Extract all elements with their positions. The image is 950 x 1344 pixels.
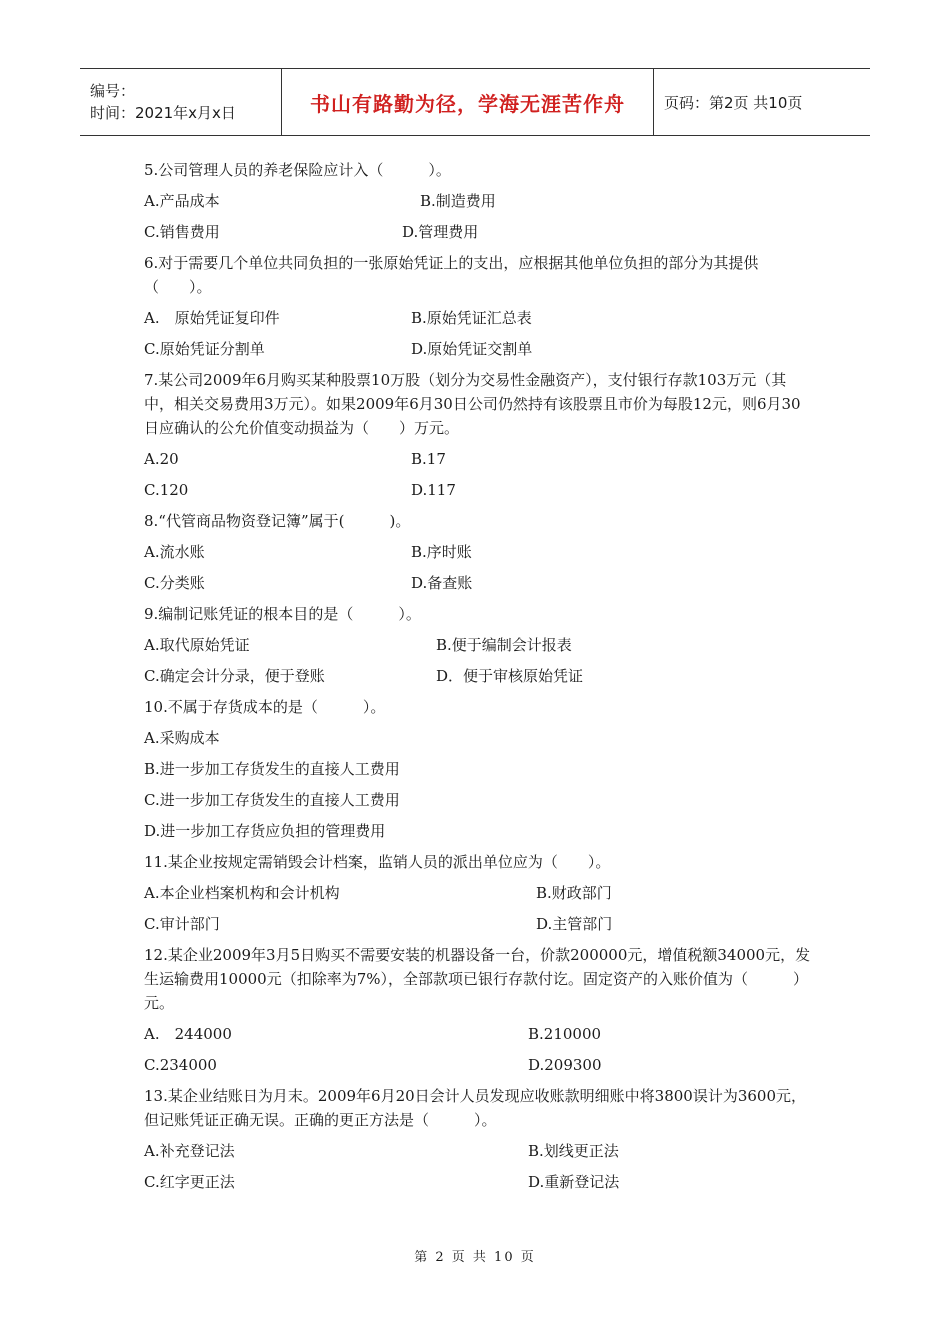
question-8: 8.“代管商品物资登记簿”属于( )。 <box>144 512 411 530</box>
option: C.红字更正法 <box>144 1173 235 1191</box>
option-row <box>144 306 814 330</box>
option-row <box>144 633 814 657</box>
header-motto <box>282 69 654 135</box>
question-9: 9.编制记账凭证的根本目的是（ ）。 <box>144 605 421 623</box>
option-row <box>144 912 814 936</box>
option: A.补充登记法 <box>144 1142 235 1160</box>
option: B.序时账 <box>411 543 472 561</box>
option: A.流水账 <box>144 543 205 561</box>
option: B.原始凭证汇总表 <box>411 309 532 327</box>
option-row <box>144 337 814 361</box>
option: C.审计部门 <box>144 915 220 933</box>
option: B.制造费用 <box>420 192 496 210</box>
option: B.210000 <box>528 1025 602 1043</box>
option: D.重新登记法 <box>528 1173 620 1191</box>
option-row <box>144 664 814 688</box>
option-row <box>144 540 814 564</box>
header-page-info <box>654 69 870 135</box>
option: B.17 <box>411 450 446 468</box>
option: D.管理费用 <box>402 223 479 241</box>
question-12: 12.某企业2009年3月5日购买不需要安装的机器设备一台，价款200000元，增值税额34000元，发生运输费用10000元（扣除率为7%），全部款项已银行存款付讫。固定资产的入账价值为（ ）元。 <box>144 946 811 1012</box>
option: D.进一步加工存货应负担的管理费用 <box>144 822 386 840</box>
option: D.原始凭证交割单 <box>411 340 533 358</box>
option-row <box>144 1022 814 1046</box>
option: C.234000 <box>144 1056 217 1074</box>
question-5: 5.公司管理人员的养老保险应计入（ ）。 <box>144 161 451 179</box>
option: D.209300 <box>528 1056 602 1074</box>
option: C.原始凭证分割单 <box>144 340 265 358</box>
option: A.产品成本 <box>144 192 220 210</box>
option: C.分类账 <box>144 574 205 592</box>
option-row <box>144 189 814 213</box>
page-header <box>80 68 870 136</box>
option: A.本企业档案机构和会计机构 <box>144 884 340 902</box>
question-10: 10.不属于存货成本的是（ ）。 <box>144 698 386 716</box>
option-row <box>144 1053 814 1077</box>
option-row <box>144 571 814 595</box>
option: C.确定会计分录，便于登账 <box>144 667 325 685</box>
option: B.财政部门 <box>536 884 612 902</box>
option: D.117 <box>411 481 456 499</box>
header-meta <box>80 69 282 135</box>
option-row <box>144 881 814 905</box>
option: A. 244000 <box>144 1025 232 1043</box>
option: B.进一步加工存货发生的直接人工费用 <box>144 760 400 778</box>
option-row <box>144 220 814 244</box>
motto-text: 书山有路勤为径，学海无涯苦作舟 <box>310 91 625 116</box>
option-row <box>144 447 814 471</box>
option: C.进一步加工存货发生的直接人工费用 <box>144 791 400 809</box>
option: B.便于编制会计报表 <box>436 636 572 654</box>
question-13: 13.某企业结账日为月末。2009年6月20日会计人员发现应收账款明细账中将3800误计为3600元，但记账凭证正确无误。正确的更正方法是（ ）。 <box>144 1087 807 1129</box>
question-6: 6.对于需要几个单位共同负担的一张原始凭证上的支出，应根据其他单位负担的部分为其提供（ ）。 <box>144 254 759 296</box>
option: B.划线更正法 <box>528 1142 619 1160</box>
option-row <box>144 478 814 502</box>
question-list <box>144 158 814 1201</box>
option-row <box>144 1139 814 1163</box>
question-7: 7.某公司2009年6月购买某种股票10万股（划分为交易性金融资产），支付银行存款103万元（其中，相关交易费用3万元）。如果2009年6月30日公司仍然持有该股票且市价为每股12元，则6月30日应确认的公允价值变动损益为（ ）万元。 <box>144 371 801 437</box>
doc-time-label: 时间：2021年x月x日 <box>90 104 236 122</box>
option: C.120 <box>144 481 189 499</box>
option: A.采购成本 <box>144 729 220 747</box>
option-row <box>144 1170 814 1194</box>
page-info-text: 页码：第2页 共10页 <box>664 93 803 112</box>
option: D.主管部门 <box>536 915 613 933</box>
doc-number-label: 编号： <box>90 82 136 100</box>
option: C.销售费用 <box>144 223 220 241</box>
option: D．便于审核原始凭证 <box>436 667 584 685</box>
option: A. 原始凭证复印件 <box>144 309 280 327</box>
question-11: 11.某企业按规定需销毁会计档案，监销人员的派出单位应为（ ）。 <box>144 853 611 871</box>
option: A.20 <box>144 450 179 468</box>
option: A.取代原始凭证 <box>144 636 250 654</box>
option: D.备查账 <box>411 574 473 592</box>
page-footer: 第 2 页 共 10 页 <box>414 1250 536 1265</box>
